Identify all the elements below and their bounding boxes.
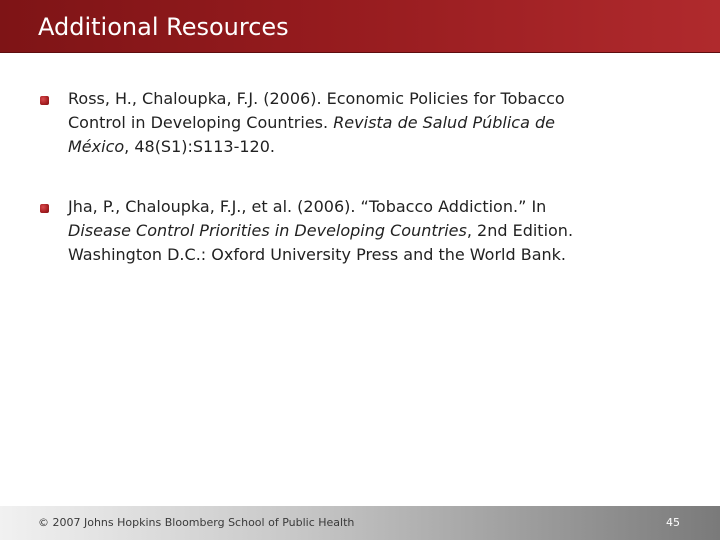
- reference-segment: , 48(S1):S113-120.: [124, 137, 275, 156]
- page-number: 45: [666, 516, 680, 529]
- copyright-text: © 2007 Johns Hopkins Bloomberg School of Public Health: [38, 516, 355, 529]
- reference-italic-segment: Disease Control Priorities in Developing Countries: [68, 221, 467, 240]
- reference-segment: Jha, P., Chaloupka, F.J., et al. (2006). “Tobacco Addiction.” In: [68, 197, 547, 216]
- footer-bar: [0, 506, 720, 540]
- reference-text: [68, 195, 678, 267]
- reference-segment: Ross, H., Chaloupka, F.J. (2006). Economic Policies for Tobacco: [68, 89, 565, 108]
- slide-title: Additional Resources: [38, 13, 289, 41]
- reference-segment: Control in Developing Countries.: [68, 113, 334, 132]
- reference-italic-segment: Revista de Salud Pública de: [333, 113, 555, 132]
- title-bar: [0, 0, 720, 53]
- reference-text: [68, 87, 678, 159]
- reference-segment: Washington D.C.: Oxford University Press and the World Bank.: [68, 245, 567, 264]
- bullet-icon: [40, 96, 49, 105]
- reference-italic-segment: México: [68, 137, 125, 156]
- reference-segment: , 2nd Edition.: [466, 221, 574, 240]
- bullet-icon: [40, 204, 49, 213]
